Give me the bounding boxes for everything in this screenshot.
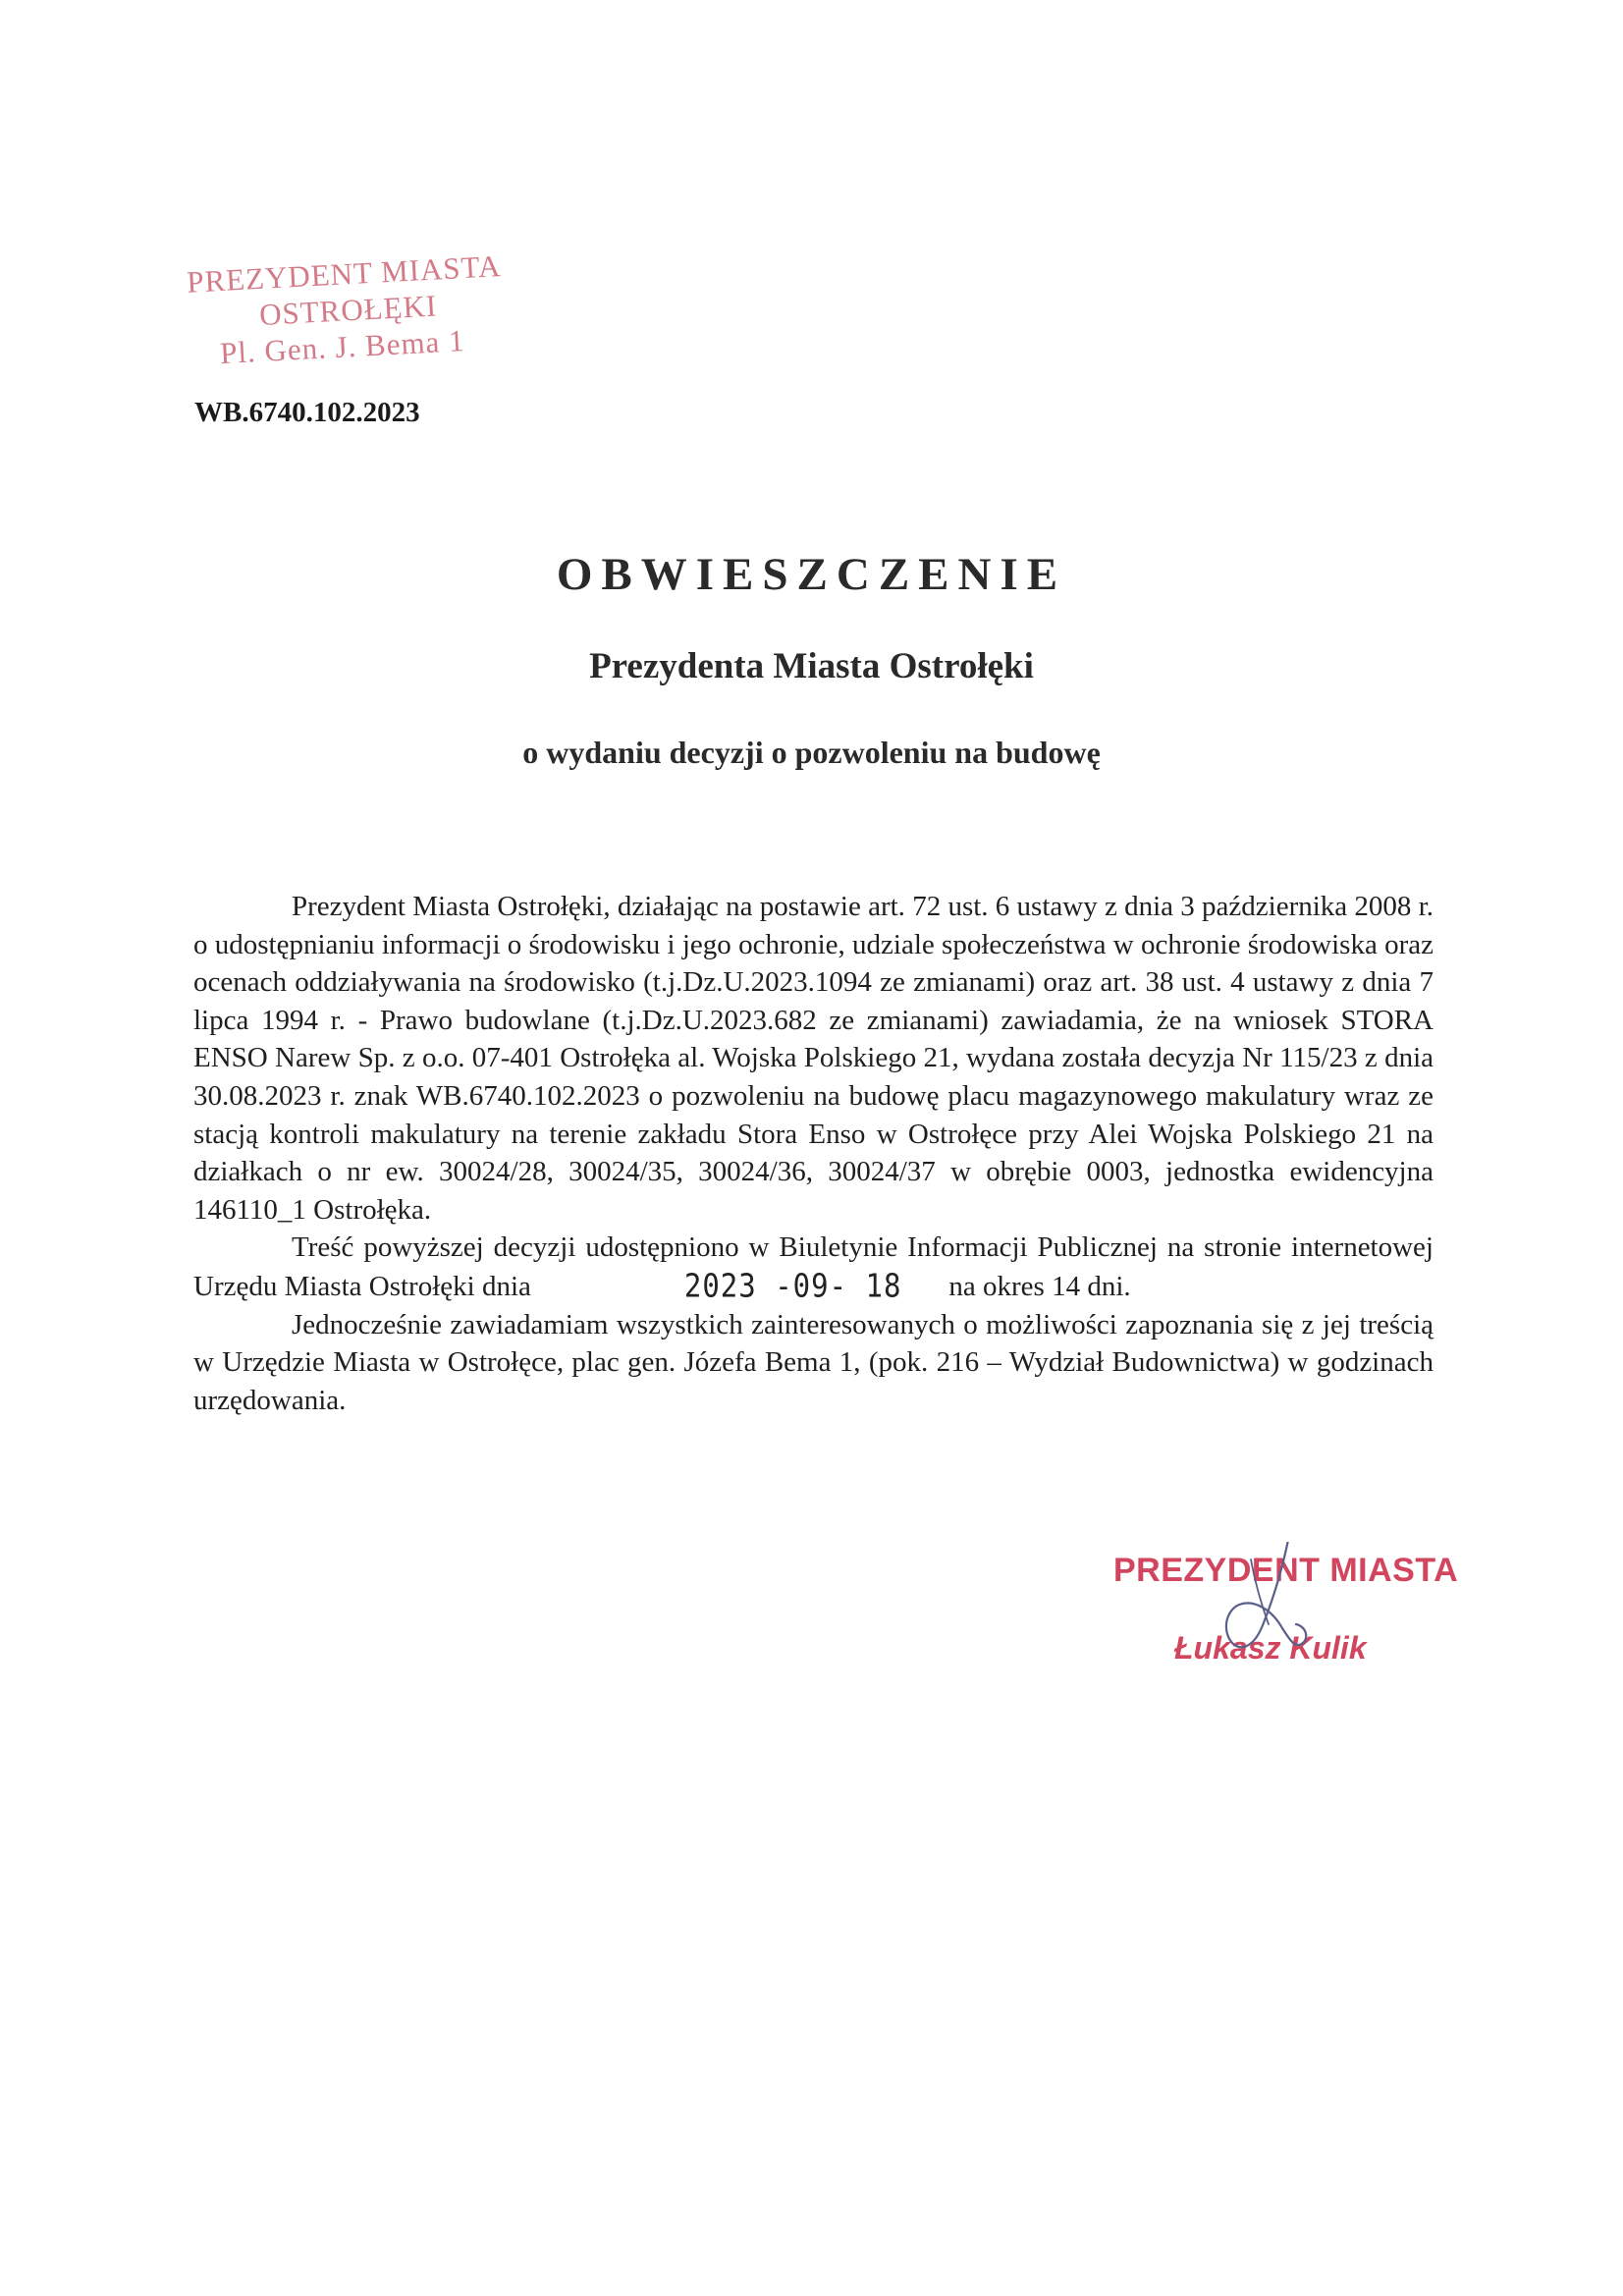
- signature-name: Łukasz Kulik: [1174, 1630, 1367, 1666]
- document-title: OBWIESZCZENIE: [556, 549, 1067, 600]
- document-description: o wydaniu decyzji o pozwoleniu na budowę: [522, 735, 1101, 770]
- office-header-stamp: [183, 247, 561, 370]
- paragraph-2: [193, 1229, 1434, 1305]
- document-subtitle: Prezydenta Miasta Ostrołęki: [589, 646, 1034, 686]
- reference-number: WB.6740.102.2023: [194, 397, 420, 428]
- signature-title: PREZYDENT MIASTA: [1113, 1552, 1459, 1589]
- handwritten-signature-icon: [1108, 1542, 1481, 1699]
- header-stamp-line1: PREZYDENT MIASTA: [186, 248, 503, 300]
- header-stamp-line2: OSTROŁĘKI: [258, 288, 439, 332]
- signature-stamp: [1108, 1542, 1481, 1699]
- announcement-body: [193, 888, 1434, 1419]
- paragraph-1: Prezydent Miasta Ostrołęki, działając na postawie art. 72 ust. 6 ustawy z dnia 3 października 2008 r. o udostępnianiu informacji o środowisku i jego ochronie, udziale społeczeństwa w ochronie środowiska oraz ocenach oddziaływania na środowisko (t.j.Dz.U.2023.1094 ze zmianami) oraz art. 38 ust. 4 ustawy z dnia 7 lipca 1994 r. - Prawo budowlane (t.j.Dz.U.2023.682 ze zmianami) zawiadamia, że na wniosek STORA ENSO Narew Sp. z o.o. 07-401 Ostrołęka al. Wojska Polskiego 21, wydana została decyzja Nr 115/23 z dnia 30.08.2023 r. znak WB.6740.102.2023 o pozwoleniu na budowę placu magazynowego makulatury wraz ze stacją kontroli makulatury na terenie zakładu Stora Enso w Ostrołęce przy Alei Wojska Polskiego 21 na działkach o nr ew. 30024/28, 30024/35, 30024/36, 30024/37 w obrębie 0003, jednostka ewidencyjna 146110_1 Ostrołęka.: [193, 891, 1434, 1226]
- paragraph-2-period: na okres 14 dni.: [948, 1270, 1131, 1302]
- paragraph-2-text: Treść powyższej decyzji udostępniono w Biuletynie Informacji Publicznej na stronie internetowej Urzędu Miasta Ostrołęki dnia: [193, 1231, 1434, 1302]
- header-stamp-line3: Pl. Gen. J. Bema 1: [219, 323, 466, 371]
- publication-date-stamp: 2023 -09- 18: [683, 1266, 902, 1305]
- paragraph-3: Jednocześnie zawiadamiam wszystkich zainteresowanych o możliwości zapoznania się z jej treścią w Urzędzie Miasta w Ostrołęce, plac gen. Józefa Bema 1, (pok. 216 – Wydział Budownictwa) w godzinach urzędowania.: [193, 1308, 1434, 1416]
